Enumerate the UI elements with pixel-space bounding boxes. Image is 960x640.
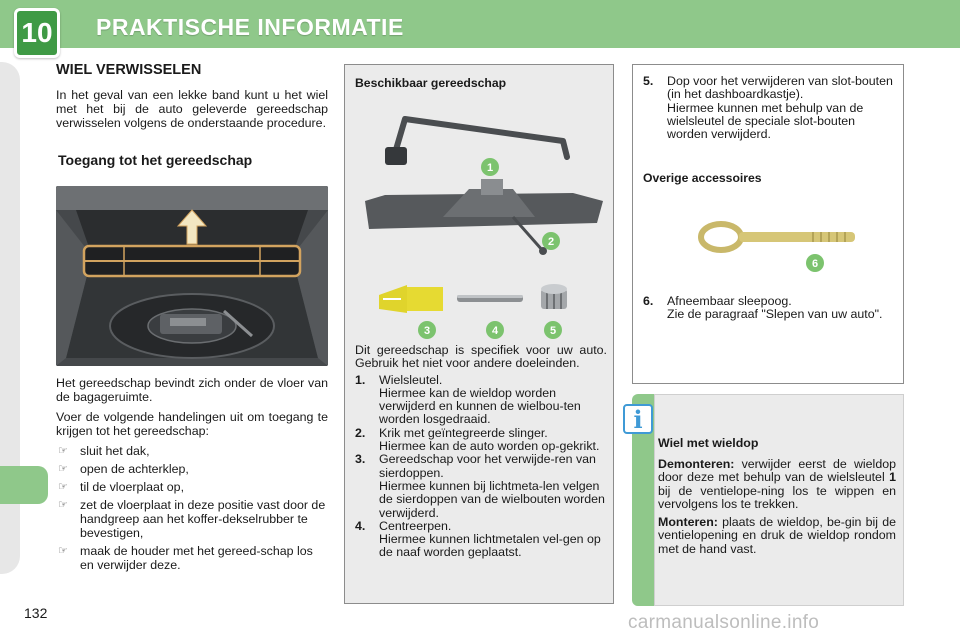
svg-text:2: 2 — [547, 236, 555, 248]
pointing-hand-icon: ☞ — [58, 481, 68, 493]
chapter-tab-marker — [0, 466, 48, 504]
list-item: ☞ til de vloerplaat op, — [58, 480, 185, 494]
svg-text:6: 6 — [811, 258, 819, 270]
list-item — [643, 75, 895, 141]
callout-4 — [486, 321, 504, 339]
item-description: Hiermee kan de wieldop worden verwijderd en kunnen de wielbou-ten worden losgedraaid. — [379, 385, 581, 427]
item-name: Wielsleutel. — [379, 372, 443, 387]
page-number: 132 — [24, 605, 48, 621]
centering-pin-icon — [457, 295, 523, 302]
list-item — [355, 374, 607, 427]
item-description: Zie de paragraaf "Slepen van uw auto". — [667, 307, 883, 322]
item-description: Hiermee kunnen lichtmetalen vel-gen op de naaf worden geplaatst. — [379, 532, 601, 560]
item-name: Dop voor het verwijderen van slot-bouten (in het dashboardkastje). — [667, 74, 893, 102]
tools-illustration — [345, 101, 615, 351]
hubcap-removal-tool-icon — [379, 285, 443, 313]
section-title: WIEL VERWISSELEN — [56, 62, 202, 78]
remove-instructions: Demonteren: verwijder eerst de wieldop door deze met behulp van de wielsleutel 1 bij de ventielope-ning los te wippen en vervolgens los te trekken. — [658, 457, 896, 511]
item-name: Afneembaar sleepoog. — [667, 294, 792, 308]
wheel-brace-icon — [385, 119, 567, 165]
other-accessories-heading: Overige accessoires — [643, 171, 762, 185]
tools-heading: Beschikbaar gereedschap — [355, 76, 507, 90]
jack-icon — [365, 179, 603, 255]
mount-instructions: Monteren: plaats de wieldop, be-gin bij de ventielopening en druk de wieldop rondom met de hand vast. — [658, 515, 896, 556]
subsection-title: Toegang tot het gereedschap — [58, 152, 253, 168]
pointing-hand-icon: ☞ — [58, 445, 68, 457]
info-box — [632, 394, 904, 606]
svg-text:5: 5 — [549, 325, 557, 337]
page-header — [0, 0, 960, 56]
item-number: 2. — [355, 425, 366, 440]
item-name: Centreerpen. — [379, 518, 452, 533]
callout-5 — [544, 321, 562, 339]
towing-eye-illustration — [693, 215, 863, 285]
page-title: PRAKTISCHE INFORMATIE — [96, 14, 404, 40]
intro-paragraph: In het geval van een lekke band kunt u het wiel met het bij de auto geleverde gereedschap verwisselen volgens de onderstaande procedure. — [56, 88, 328, 130]
chapter-badge: 10 — [14, 8, 60, 58]
item-number: 6. — [643, 294, 654, 308]
tools-intro: Dit gereedschap is specifiek voor uw auto. Gebruik het niet voor andere doeleinden. — [355, 343, 607, 371]
pointing-hand-icon: ☞ — [58, 463, 68, 475]
list-item: ☞ maak de houder met het gereed-schap los en verwijder deze. — [58, 544, 313, 572]
item-number: 3. — [355, 452, 366, 467]
available-tools-box — [344, 64, 614, 604]
list-item: ☞ zet de vloerplaat in deze positie vast door de handgreep aan het koffer-dekselrubber te bevestigen, — [58, 498, 326, 540]
info-heading: Wiel met wieldop — [658, 436, 759, 450]
lock-bolt-socket-icon — [541, 284, 567, 309]
list-item: ☞ open de achterklep, — [58, 462, 189, 476]
info-icon: i — [623, 404, 653, 434]
callout-2 — [542, 232, 560, 250]
svg-text:3: 3 — [423, 325, 431, 337]
item-number: 1. — [355, 372, 366, 387]
callout-6 — [806, 254, 824, 272]
list-item — [355, 520, 607, 560]
item-number: 4. — [355, 518, 366, 533]
item-description: Hiermee kunnen met behulp van de wielsleutel de speciale slot-bouten worden verwijderd. — [667, 100, 864, 142]
steps-list — [56, 444, 328, 572]
item-number: 5. — [643, 74, 654, 88]
item-name: Gereedschap voor het verwijde-ren van sierdoppen. — [379, 452, 596, 480]
trunk-illustration — [56, 186, 328, 366]
list-item: ☞ sluit het dak, — [58, 444, 150, 458]
trunk-photo — [56, 186, 328, 366]
left-column — [56, 62, 328, 576]
callout-3 — [418, 321, 436, 339]
svg-text:1: 1 — [486, 162, 494, 174]
item-name: Krik met geïntegreerde slinger. — [379, 425, 548, 440]
towing-eye-icon — [701, 224, 855, 250]
right-tools-box — [632, 64, 904, 384]
watermark: carmanualsonline.info — [628, 612, 820, 633]
callout-1 — [481, 158, 499, 176]
info-content — [658, 436, 896, 561]
list-item — [355, 427, 607, 454]
pointing-hand-icon: ☞ — [58, 499, 68, 511]
svg-text:4: 4 — [491, 325, 499, 337]
steps-intro: Voer de volgende handelingen uit om toegang te krijgen tot het gereedschap: — [56, 410, 328, 438]
list-item — [355, 453, 607, 519]
tool-location-text: Het gereedschap bevindt zich onder de vloer van de bagageruimte. — [56, 376, 328, 404]
list-item — [643, 295, 895, 322]
item-description: Hiermee kunnen bij lichtmeta-len velgen de sierdoppen van de wielbouten worden verwijderd. — [379, 478, 605, 520]
pointing-hand-icon: ☞ — [58, 545, 68, 557]
item-description: Hiermee kan de auto worden op-gekrikt. — [379, 439, 600, 454]
tools-description — [355, 344, 607, 560]
